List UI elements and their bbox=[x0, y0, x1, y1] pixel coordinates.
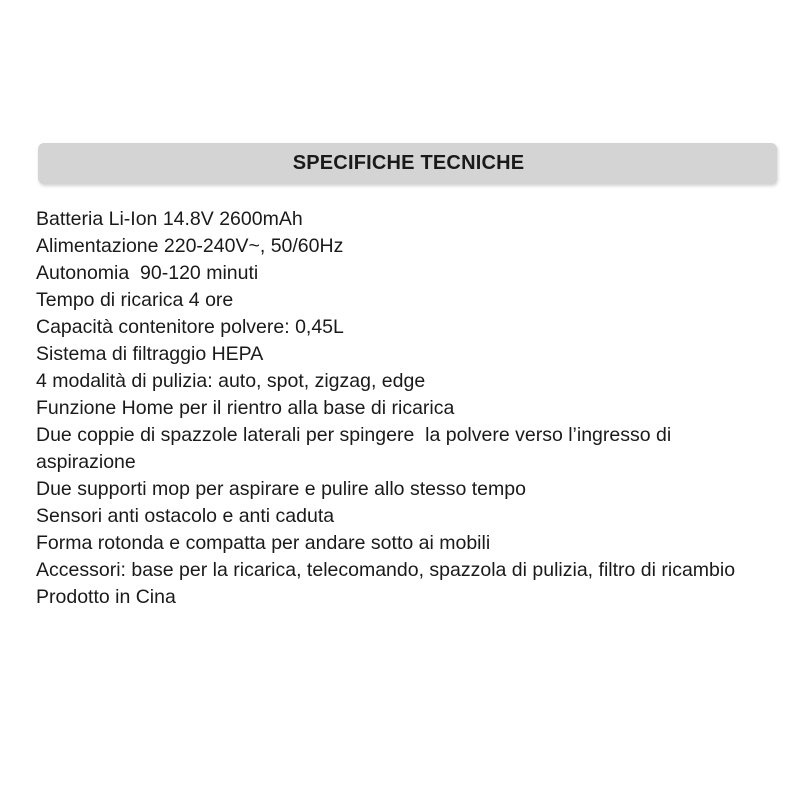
spec-cleaning-modes: 4 modalità di pulizia: auto, spot, zigzag, edge bbox=[36, 370, 426, 392]
spec-autonomy: Autonomia 90-120 minuti bbox=[36, 262, 259, 284]
spec-power-supply: Alimentazione 220-240V~, 50/60Hz bbox=[36, 235, 344, 257]
spec-sensors: Sensori anti ostacolo e anti caduta bbox=[36, 505, 335, 527]
section-title: SPECIFICHE TECNICHE bbox=[292, 152, 525, 174]
section-header-bar bbox=[38, 143, 777, 184]
spec-shape: Forma rotonda e compatta per andare sotto ai mobili bbox=[36, 532, 491, 554]
spec-filter-system: Sistema di filtraggio HEPA bbox=[36, 343, 264, 365]
spec-charging-time: Tempo di ricarica 4 ore bbox=[36, 289, 234, 311]
spec-origin: Prodotto in Cina bbox=[36, 586, 176, 608]
specifications-list bbox=[36, 206, 766, 611]
spec-home-function: Funzione Home per il rientro alla base di ricarica bbox=[36, 397, 455, 419]
spec-side-brushes: Due coppie di spazzole laterali per spingere la polvere verso l’ingresso di aspirazione bbox=[36, 424, 677, 473]
spec-accessories: Accessori: base per la ricarica, telecomando, spazzola di pulizia, filtro di ricambio bbox=[36, 559, 736, 581]
spec-mop-supports: Due supporti mop per aspirare e pulire allo stesso tempo bbox=[36, 478, 526, 500]
spec-dust-capacity: Capacità contenitore polvere: 0,45L bbox=[36, 316, 344, 338]
spec-battery: Batteria Li-Ion 14.8V 2600mAh bbox=[36, 208, 303, 230]
